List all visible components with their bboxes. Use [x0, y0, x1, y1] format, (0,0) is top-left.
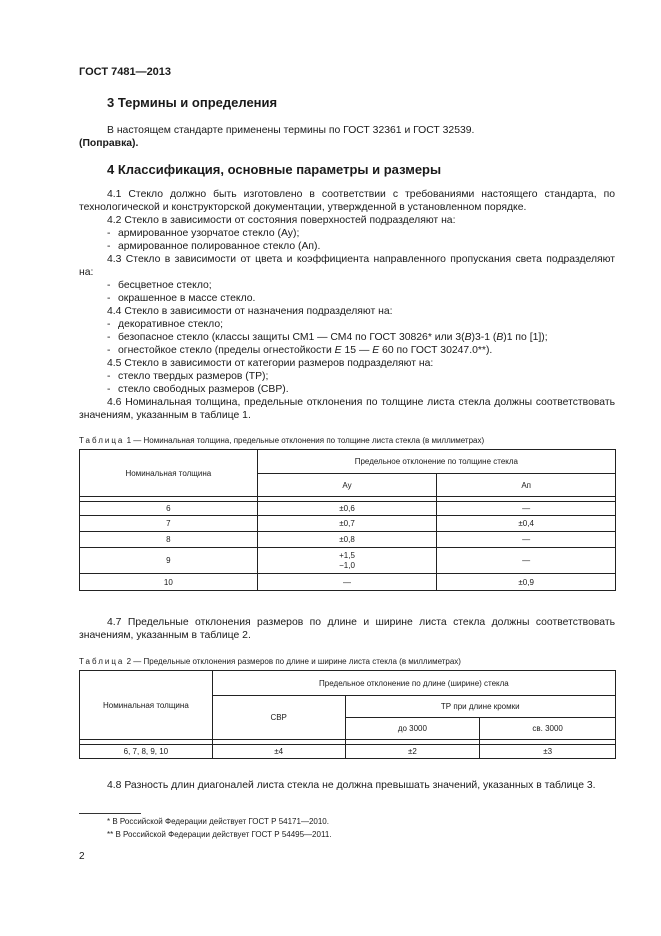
list-item: - стекло твердых размеров (ТР); — [107, 371, 269, 382]
table-row: 6, 7, 8, 9, 10 ±4 ±2 ±3 — [80, 745, 616, 759]
paragraph-4-1: 4.1 Стекло должно быть изготовлено в соответствии с требованиями настоящего стандарта, по технологической и конструкторской документации, утвержденной в установленном порядке. — [79, 189, 615, 213]
list-item: - безопасное стекло (классы защиты СМ1 — СМ4 по ГОСТ 30826* или 3(В)3-1 (В)1 по [1]); — [107, 332, 548, 343]
section-3-text — [79, 124, 615, 150]
paragraph-4-4: 4.4 Стекло в зависимости от назначения подразделяют на: — [107, 306, 393, 317]
paragraph-4-8: 4.8 Разность длин диагоналей листа стекла не должна превышать значений, указанных в таблице 3. — [107, 780, 596, 791]
table-2 — [79, 670, 616, 759]
footnote-divider — [79, 813, 141, 814]
table-row: 9 +1,5 −1,0 — — [80, 548, 616, 574]
table-header: Ау — [257, 474, 437, 497]
paragraph-4-3: 4.3 Стекло в зависимости от цвета и коэффициента направленного пропускания света подразделяют на: — [79, 254, 615, 278]
list-item: - стекло свободных размеров (СВР). — [107, 384, 289, 395]
table-header: СВР — [212, 696, 345, 740]
section-3-amendment: (Поправка). — [79, 138, 139, 149]
paragraph-4-6: 4.6 Номинальная толщина, предельные отклонения по толщине листа стекла должны соответствовать значениям, указанным в таблице 1. — [79, 397, 615, 421]
document-header: ГОСТ 7481—2013 — [79, 66, 172, 78]
section-4-title: 4 Классификация, основные параметры и размеры — [107, 162, 442, 177]
list-item: - армированное полированное стекло (Ап). — [107, 241, 321, 252]
footnote-1: * В Российской Федерации действует ГОСТ Р 54171—2010. — [107, 817, 329, 826]
table-header: Ап — [437, 474, 616, 497]
table-header: Номинальная толщина — [80, 450, 258, 497]
table-header: Номинальная толщина — [80, 671, 213, 740]
section-3-body: В настоящем стандарте применены термины по ГОСТ 32361 и ГОСТ 32539. — [107, 125, 475, 136]
footnote-2: ** В Российской Федерации действует ГОСТ Р 54495—2011. — [107, 830, 332, 839]
table-header: ТР при длине кромки — [345, 696, 615, 718]
table-1-caption: Таблица 1 — Номинальная толщина, предельные отклонения по толщине листа стекла (в миллиметрах) — [79, 436, 485, 445]
paragraph-4-5: 4.5 Стекло в зависимости от категории размеров подразделяют на: — [107, 358, 434, 369]
list-item: - огнестойкое стекло (пределы огнестойкости Е 15 — Е 60 по ГОСТ 30247.0**). — [107, 345, 493, 356]
list-item: - армированное узорчатое стекло (Ау); — [107, 228, 300, 239]
table-row: 10 — ±0,9 — [80, 574, 616, 591]
paragraph-4-2: 4.2 Стекло в зависимости от состояния поверхностей подразделяют на: — [107, 215, 456, 226]
list-item: - декоративное стекло; — [107, 319, 224, 330]
table-header: Предельное отклонение по длине (ширине) стекла — [212, 671, 615, 696]
table-header: Предельное отклонение по толщине стекла — [257, 450, 615, 474]
table-1 — [79, 449, 616, 591]
table-row: 6 ±0,6 — — [80, 502, 616, 516]
table-header: до 3000 — [345, 718, 480, 740]
section-3-title: 3 Термины и определения — [107, 95, 278, 110]
table-row: 7 ±0,7 ±0,4 — [80, 516, 616, 532]
list-item: - окрашенное в массе стекло. — [107, 293, 256, 304]
table-header: св. 3000 — [480, 718, 616, 740]
table-2-caption: Таблица 2 — Предельные отклонения размеров по длине и ширине листа стекла (в миллиметрах) — [79, 657, 461, 666]
paragraph-4-7: 4.7 Предельные отклонения размеров по длине и ширине листа стекла должны соответствовать значениям, указанным в таблице 2. — [79, 617, 615, 641]
list-item: - бесцветное стекло; — [107, 280, 212, 291]
table-row: 8 ±0,8 — — [80, 532, 616, 548]
page-number: 2 — [79, 851, 85, 862]
